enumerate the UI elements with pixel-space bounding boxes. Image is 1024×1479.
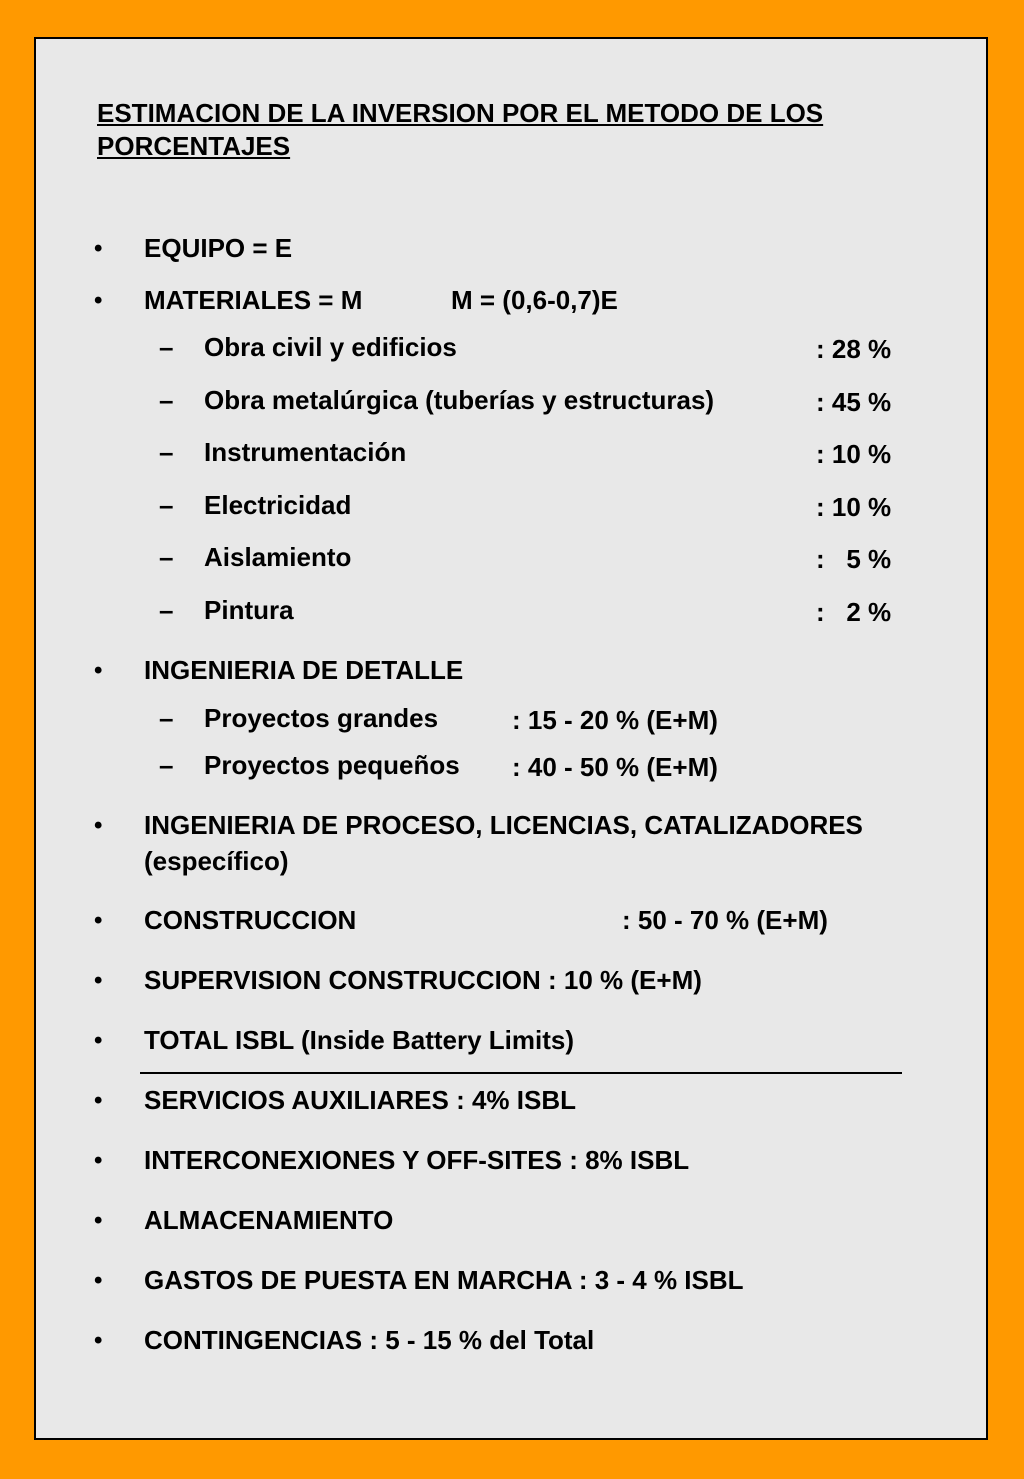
item-ingenieria-detalle: INGENIERIA DE DETALLE [144,655,464,685]
dash-icon: – [159,332,174,362]
sub-item-label: Proyectos pequeños [204,750,460,780]
bullet-icon: • [94,1207,103,1234]
bullet-icon: • [94,235,103,262]
sub-item-value: : 40 - 50 % (E+M) [512,752,718,782]
bullet-icon: • [94,1327,103,1354]
bullet-icon: • [94,812,103,839]
item-contingencias: CONTINGENCIAS : 5 - 15 % del Total [144,1325,595,1355]
item-total-isbl: TOTAL ISBL (Inside Battery Limits) [144,1025,575,1055]
bullet-icon: • [94,967,103,994]
sub-item-value: : 10 % [816,492,892,522]
sub-item-value: : 28 % [816,334,892,364]
item-equipo: EQUIPO = E [144,233,293,263]
sub-item-label: Obra civil y edificios [204,332,457,362]
sub-item-value: : 2 % [816,597,892,627]
item-gastos: GASTOS DE PUESTA EN MARCHA : 3 - 4 % ISBL [144,1265,744,1295]
bullet-icon: • [94,1027,103,1054]
dash-icon: – [159,542,174,572]
bullet-icon: • [94,1267,103,1294]
sub-item-label: Pintura [204,595,294,625]
bullet-icon: • [94,1147,103,1174]
sub-item-value: : 10 % [816,439,892,469]
item-interconexiones: INTERCONEXIONES Y OFF-SITES : 8% ISBL [144,1145,690,1175]
sub-item-label: Obra metalúrgica (tuberías y estructuras) [204,385,715,415]
bullet-icon: • [94,907,103,934]
slide-panel [34,37,988,1440]
sub-item-value: : 5 % [816,544,892,574]
sub-item-value: : 45 % [816,387,892,417]
sub-item-label: Proyectos grandes [204,703,439,733]
dash-icon: – [159,437,174,467]
total-divider [140,1072,902,1074]
dash-icon: – [159,750,174,780]
construccion-value: : 50 - 70 % (E+M) [622,905,828,935]
item-supervision: SUPERVISION CONSTRUCCION : 10 % (E+M) [144,965,702,995]
materiales-formula: M = (0,6-0,7)E [451,285,618,315]
item-materiales: MATERIALES = M [144,285,363,315]
item-servicios: SERVICIOS AUXILIARES : 4% ISBL [144,1085,576,1115]
sub-item-value: : 15 - 20 % (E+M) [512,705,718,735]
item-almacenamiento: ALMACENAMIENTO [144,1205,394,1235]
sub-item-label: Aislamiento [204,542,352,572]
bullet-icon: • [94,1087,103,1114]
dash-icon: – [159,595,174,625]
page-title: ESTIMACION DE LA INVERSION POR EL METODO DE LOS PORCENTAJES [97,98,824,161]
bullet-icon: • [94,287,103,314]
bullet-icon: • [94,657,103,684]
dash-icon: – [159,703,174,733]
item-construccion: CONSTRUCCION [144,905,357,935]
sub-item-label: Instrumentación [204,437,407,467]
dash-icon: – [159,490,174,520]
sub-item-label: Electricidad [204,490,352,520]
item-ingenieria-proceso-note: (específico) [144,846,289,876]
item-ingenieria-proceso: INGENIERIA DE PROCESO, LICENCIAS, CATALIZADORES [144,810,863,840]
dash-icon: – [159,385,174,415]
